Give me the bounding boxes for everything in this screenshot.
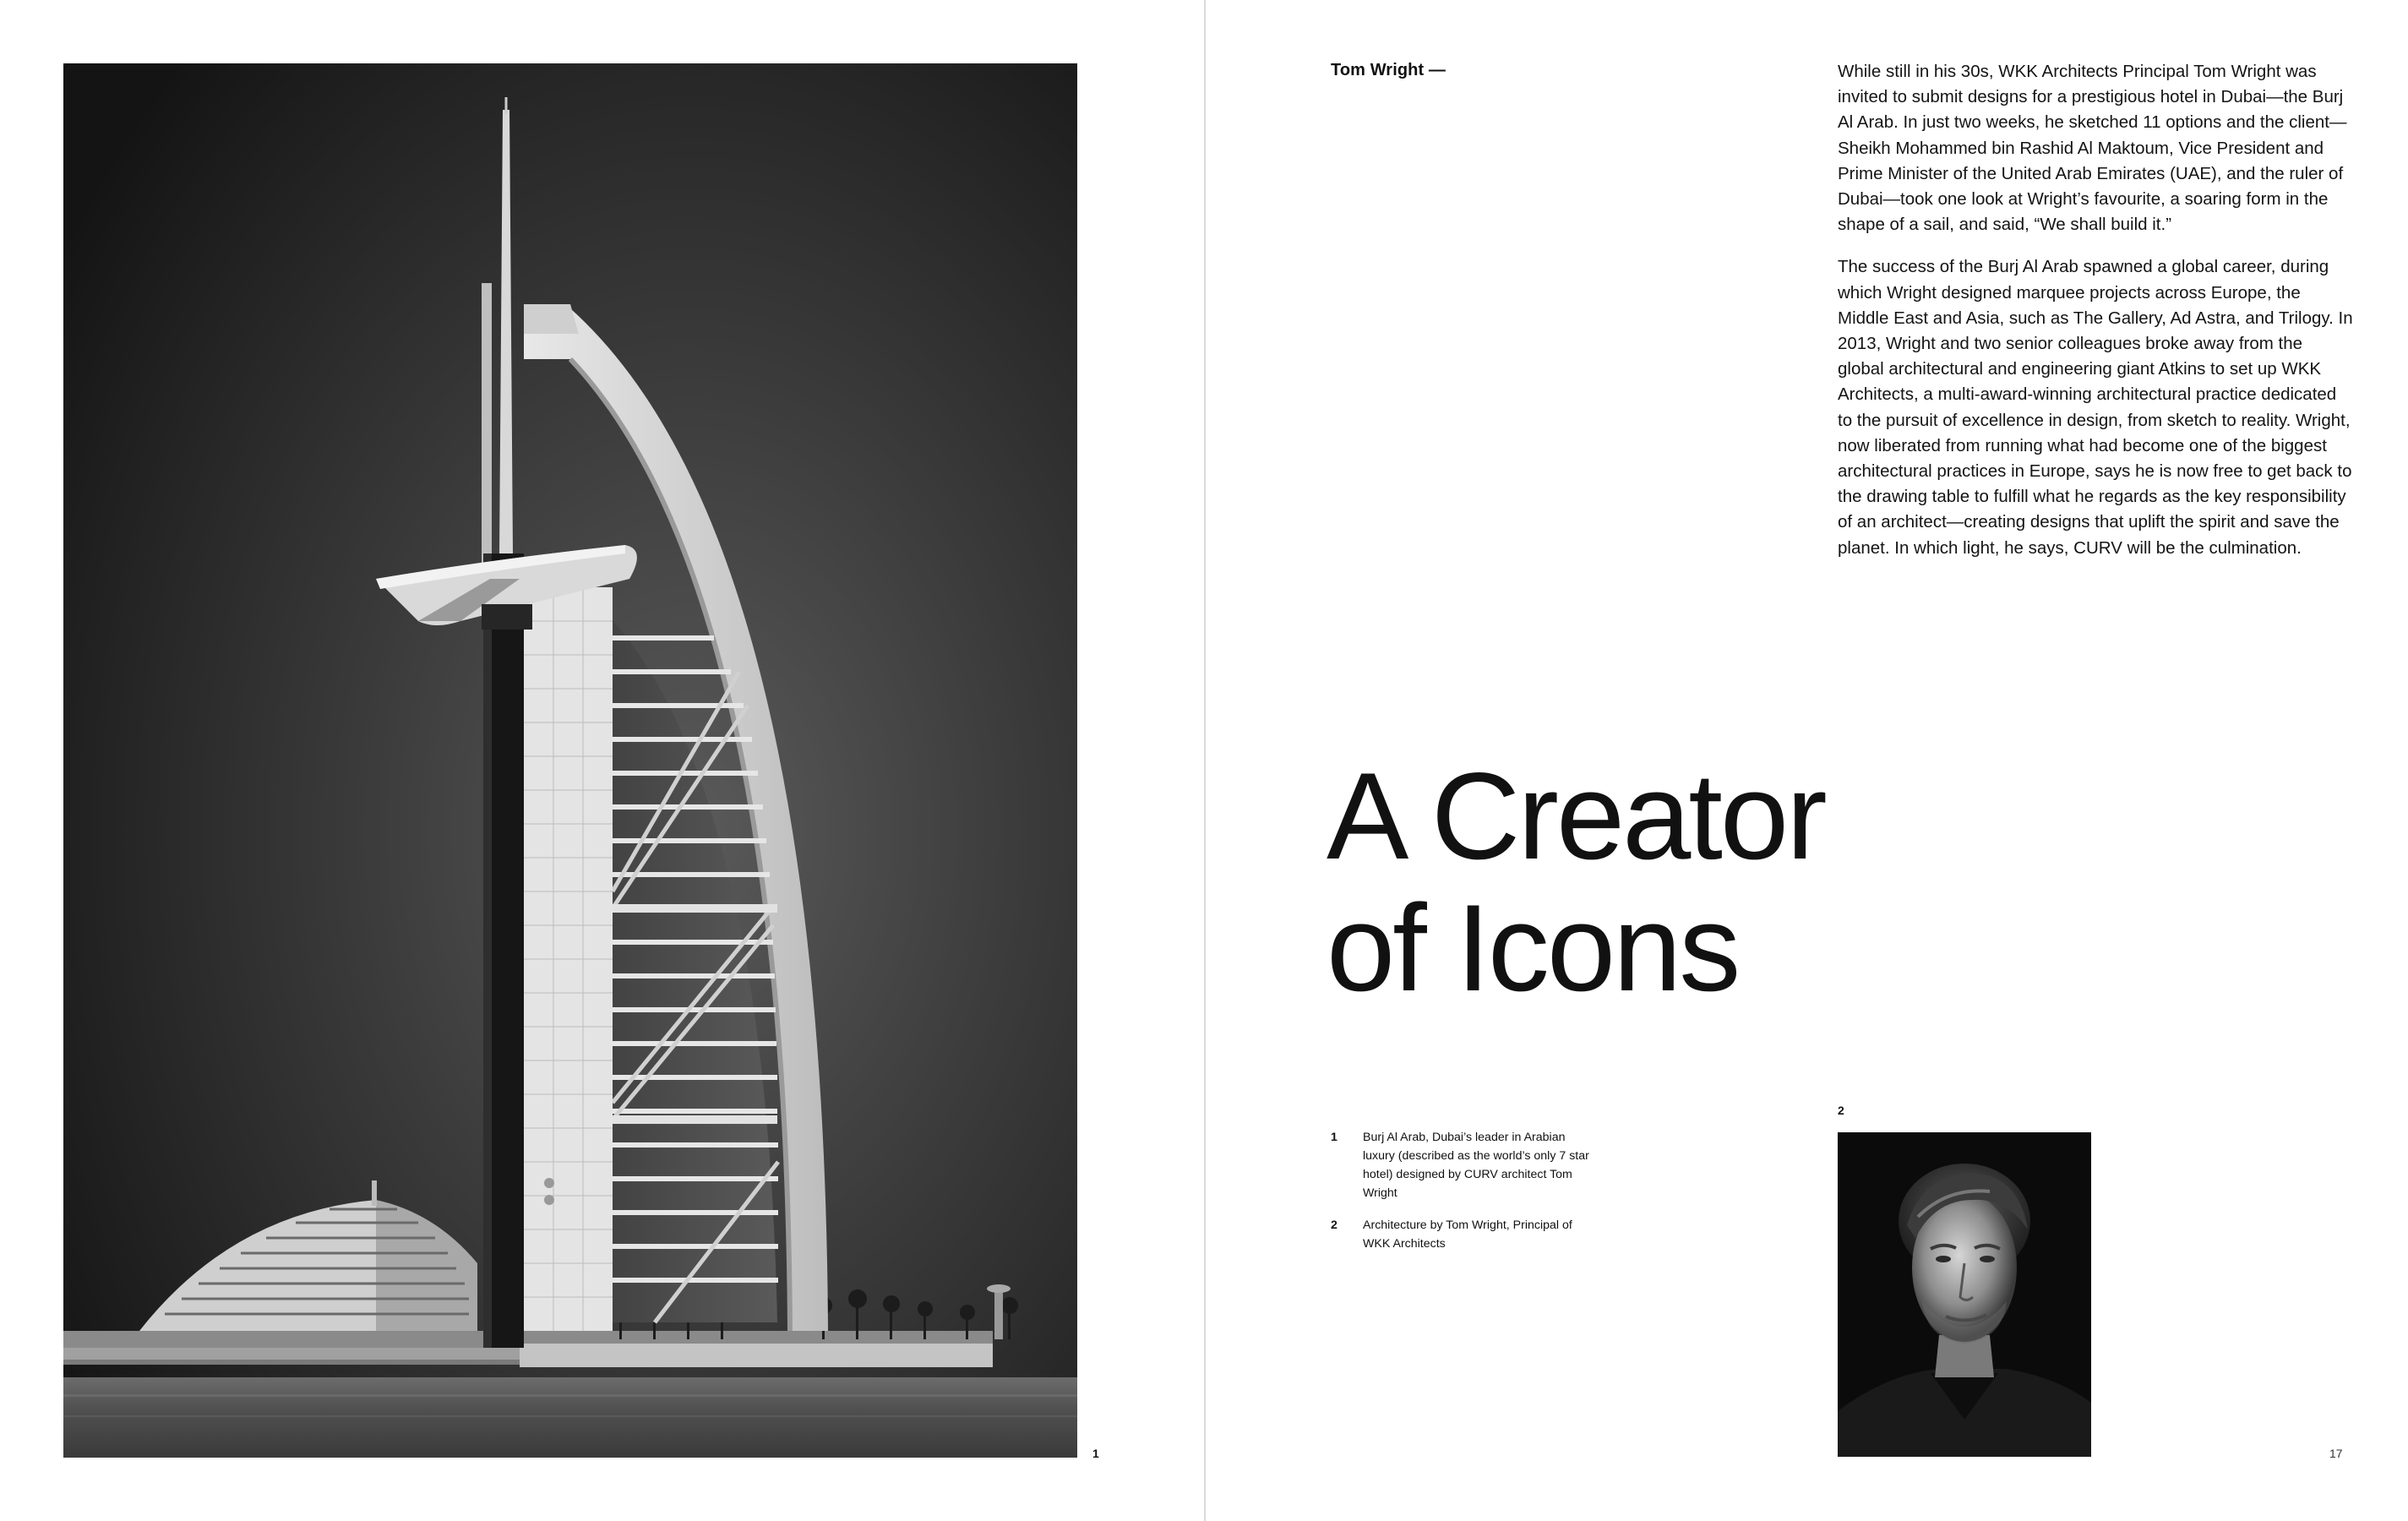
paragraph-2: The success of the Burj Al Arab spawned a global career, during which Wright designed marquee projects across Europe, the Middle East and Asia, such as The Gallery, Ad Astra, and Trilogy. In 2013, Wright and two senior colleagues broke away from the global architectural and engineering giant Atkins to set up WKK Architects, a multi-award-winning architectural practice dedicated to the pursuit of excellence in design, from sketch to reality. Wright, now liberated from running what had become one of the biggest architectural practices in Europe, says he is now free to get back to the drawing table to fulfill what he regards as the key responsibility of an architect—creating designs that uplift the spirit and save the planet. In which light, he says, CURV will be the culmination. bbox=[1838, 257, 2353, 558]
headline bbox=[1327, 747, 2087, 1017]
page-gutter bbox=[1204, 0, 1206, 1521]
caption-1 bbox=[1331, 1128, 1610, 1202]
tom-wright-portrait bbox=[1838, 1132, 2091, 1457]
caption-text: Architecture by Tom Wright, Principal of WKK Architects bbox=[1363, 1218, 1572, 1251]
figure-2-number: 2 bbox=[1838, 1104, 1844, 1117]
byline: Tom Wright — bbox=[1331, 61, 1446, 79]
caption-text: Burj Al Arab, Dubai’s leader in Arabian luxury (described as the world’s only 7 star hotel) designed by CURV architect Tom Wright bbox=[1363, 1131, 1589, 1200]
burj-al-arab-photo bbox=[63, 63, 1077, 1458]
headline-line-2: of Icons bbox=[1327, 879, 1739, 1017]
page-number: 17 bbox=[2329, 1447, 2343, 1460]
figure-captions bbox=[1331, 1128, 1610, 1267]
article-body bbox=[1838, 59, 2353, 578]
caption-2 bbox=[1331, 1216, 1610, 1253]
paragraph-1: While still in his 30s, WKK Architects Principal Tom Wright was invited to submit designs for a prestigious hotel in Dubai—the Burj Al Arab. In just two weeks, he sketched 11 options and the client—Sheikh Mohammed bin Rashid Al Maktoum, Vice President and Prime Minister of the United Arab Emirates (UAE), and the ruler of Dubai—took one look at Wright’s favourite, a soaring form in the shape of a sail, and said, “We shall build it.” bbox=[1838, 62, 2347, 235]
caption-number: 1 bbox=[1331, 1131, 1337, 1144]
figure-1-number: 1 bbox=[1092, 1447, 1099, 1460]
headline-line-1: A Creator bbox=[1327, 747, 1825, 885]
caption-number: 2 bbox=[1331, 1218, 1337, 1232]
